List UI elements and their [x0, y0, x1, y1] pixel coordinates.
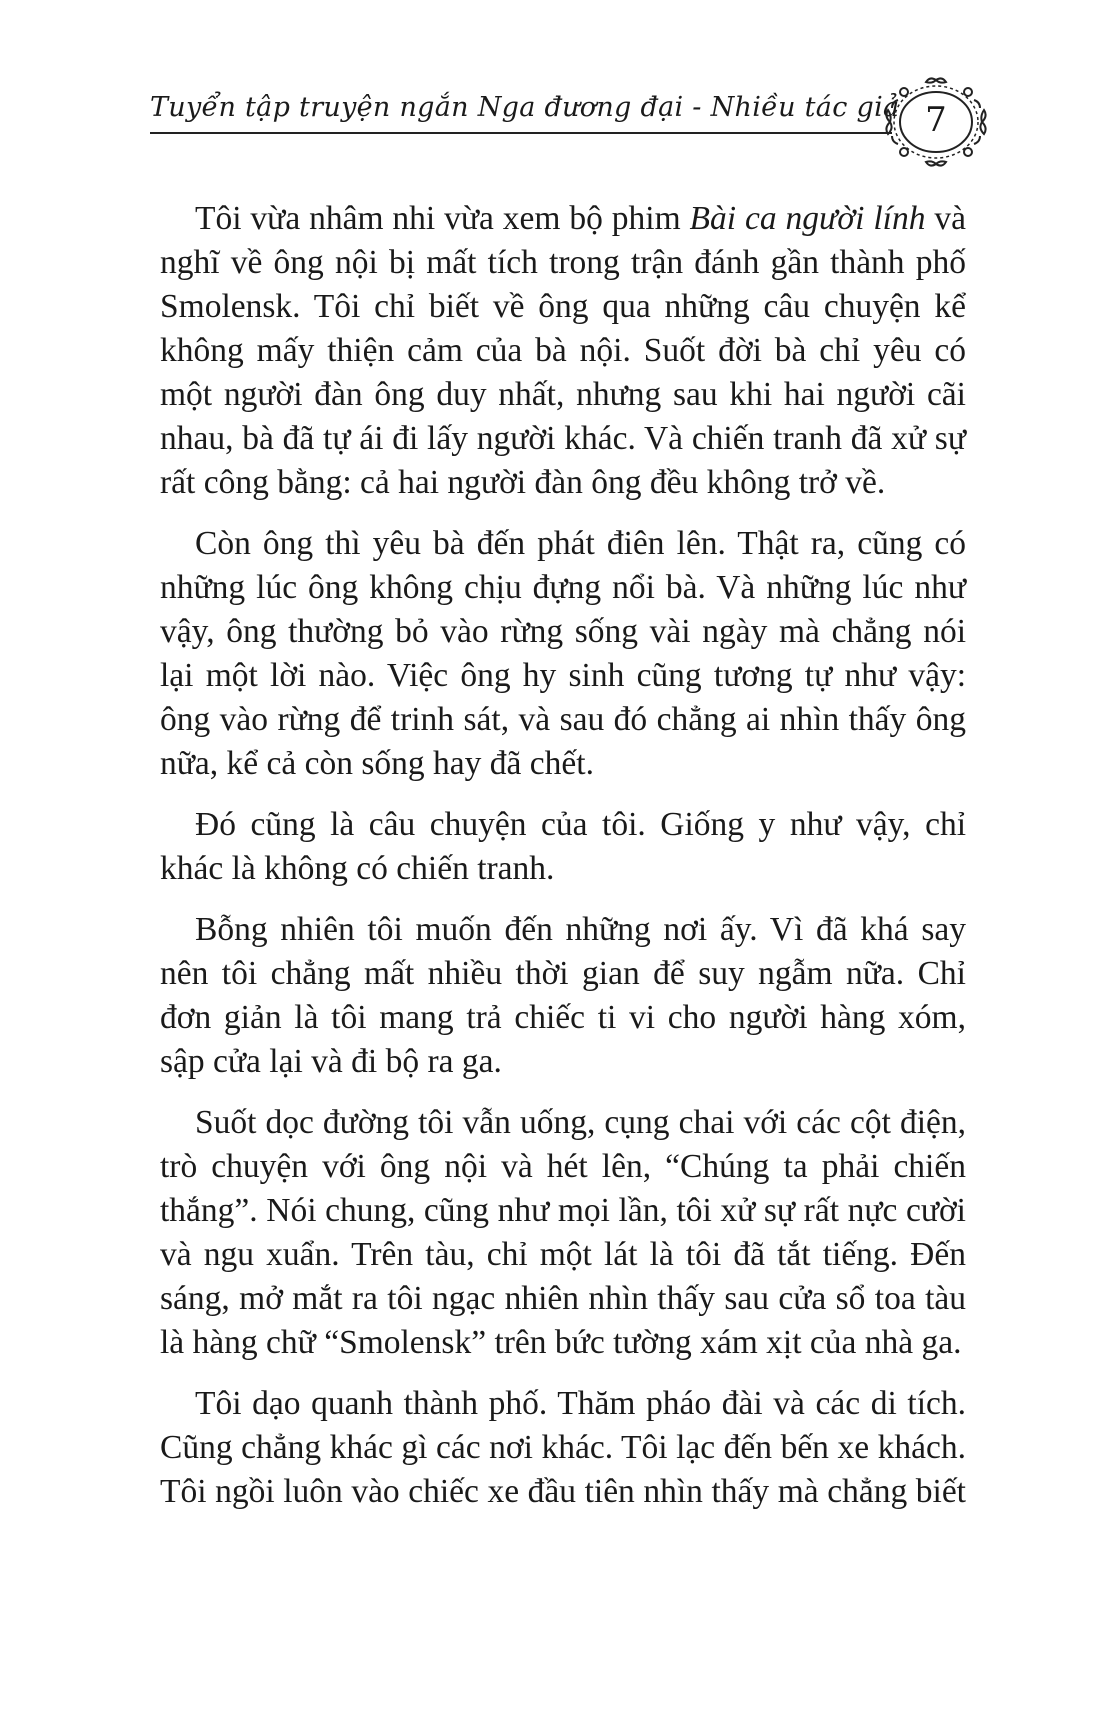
paragraph: Đó cũng là câu chuyện của tôi. Giống y như vậy, chỉ khác là không có chiến tranh.	[160, 806, 966, 887]
film-title: Bài ca người lính	[689, 200, 926, 237]
header-rule	[150, 132, 892, 134]
paragraph: Tôi dạo quanh thành phố. Thăm pháo đài và các di tích. Cũng chẳng khác gì các nơi khác. Tôi lạc đến bến xe khách. Tôi ngồi luôn vào chiếc xe đầu tiên nhìn thấy mà chẳng biết	[160, 1385, 966, 1510]
running-title: Tuyển tập truyện ngắn Nga đương đại - Nhiều tác giả	[150, 92, 900, 123]
paragraph: Bỗng nhiên tôi muốn đến những nơi ấy. Vì đã khá say nên tôi chẳng mất nhiều thời gian để suy ngẫm nữa. Chỉ đơn giản là tôi mang trả chiếc ti vi cho người hàng xóm, sập cửa lại và đi bộ ra ga.	[160, 911, 966, 1080]
body-text	[160, 197, 966, 1531]
paragraph: Còn ông thì yêu bà đến phát điên lên. Thật ra, cũng có những lúc ông không chịu đựng nổi bà. Và những lúc như vậy, ông thường bỏ vào rừng sống vài ngày mà chẳng nói lại một lời nào. Việc ông hy sinh cũng tương tự như vậy: ông vào rừng để trinh sát, và sau đó chẳng ai nhìn thấy ông nữa, kể cả còn sống hay đã chết.	[160, 525, 966, 782]
paragraph: Tôi vừa nhâm nhi vừa xem bộ phim Bài ca người lính và nghĩ về ông nội bị mất tích trong trận đánh gần thành phố Smolensk. Tôi chỉ biết về ông qua những câu chuyện kể không mấy thiện cảm của bà nội. Suốt đời bà chỉ yêu có một người đàn ông duy nhất, nhưng sau khi hai người cãi nhau, bà đã tự ái đi lấy người khác. Và chiến tranh đã xử sự rất công bằng: cả hai người đàn ông đều không trở về.	[160, 200, 966, 501]
page-number: 7	[925, 100, 947, 140]
page-header	[150, 84, 900, 134]
paragraph: Suốt dọc đường tôi vẫn uống, cụng chai với các cột điện, trò chuyện với ông nội và hét lên, “Chúng ta phải chiến thắng”. Nói chung, cũng như mọi lần, tôi xử sự rất nực cười và ngu xuẩn. Trên tàu, chỉ một lát là tôi đã tắt tiếng. Đến sáng, mở mắt ra tôi ngạc nhiên nhìn thấy sau cửa sổ toa tàu là hàng chữ “Smolensk” trên bức tường xám xịt của nhà ga.	[160, 1104, 966, 1361]
